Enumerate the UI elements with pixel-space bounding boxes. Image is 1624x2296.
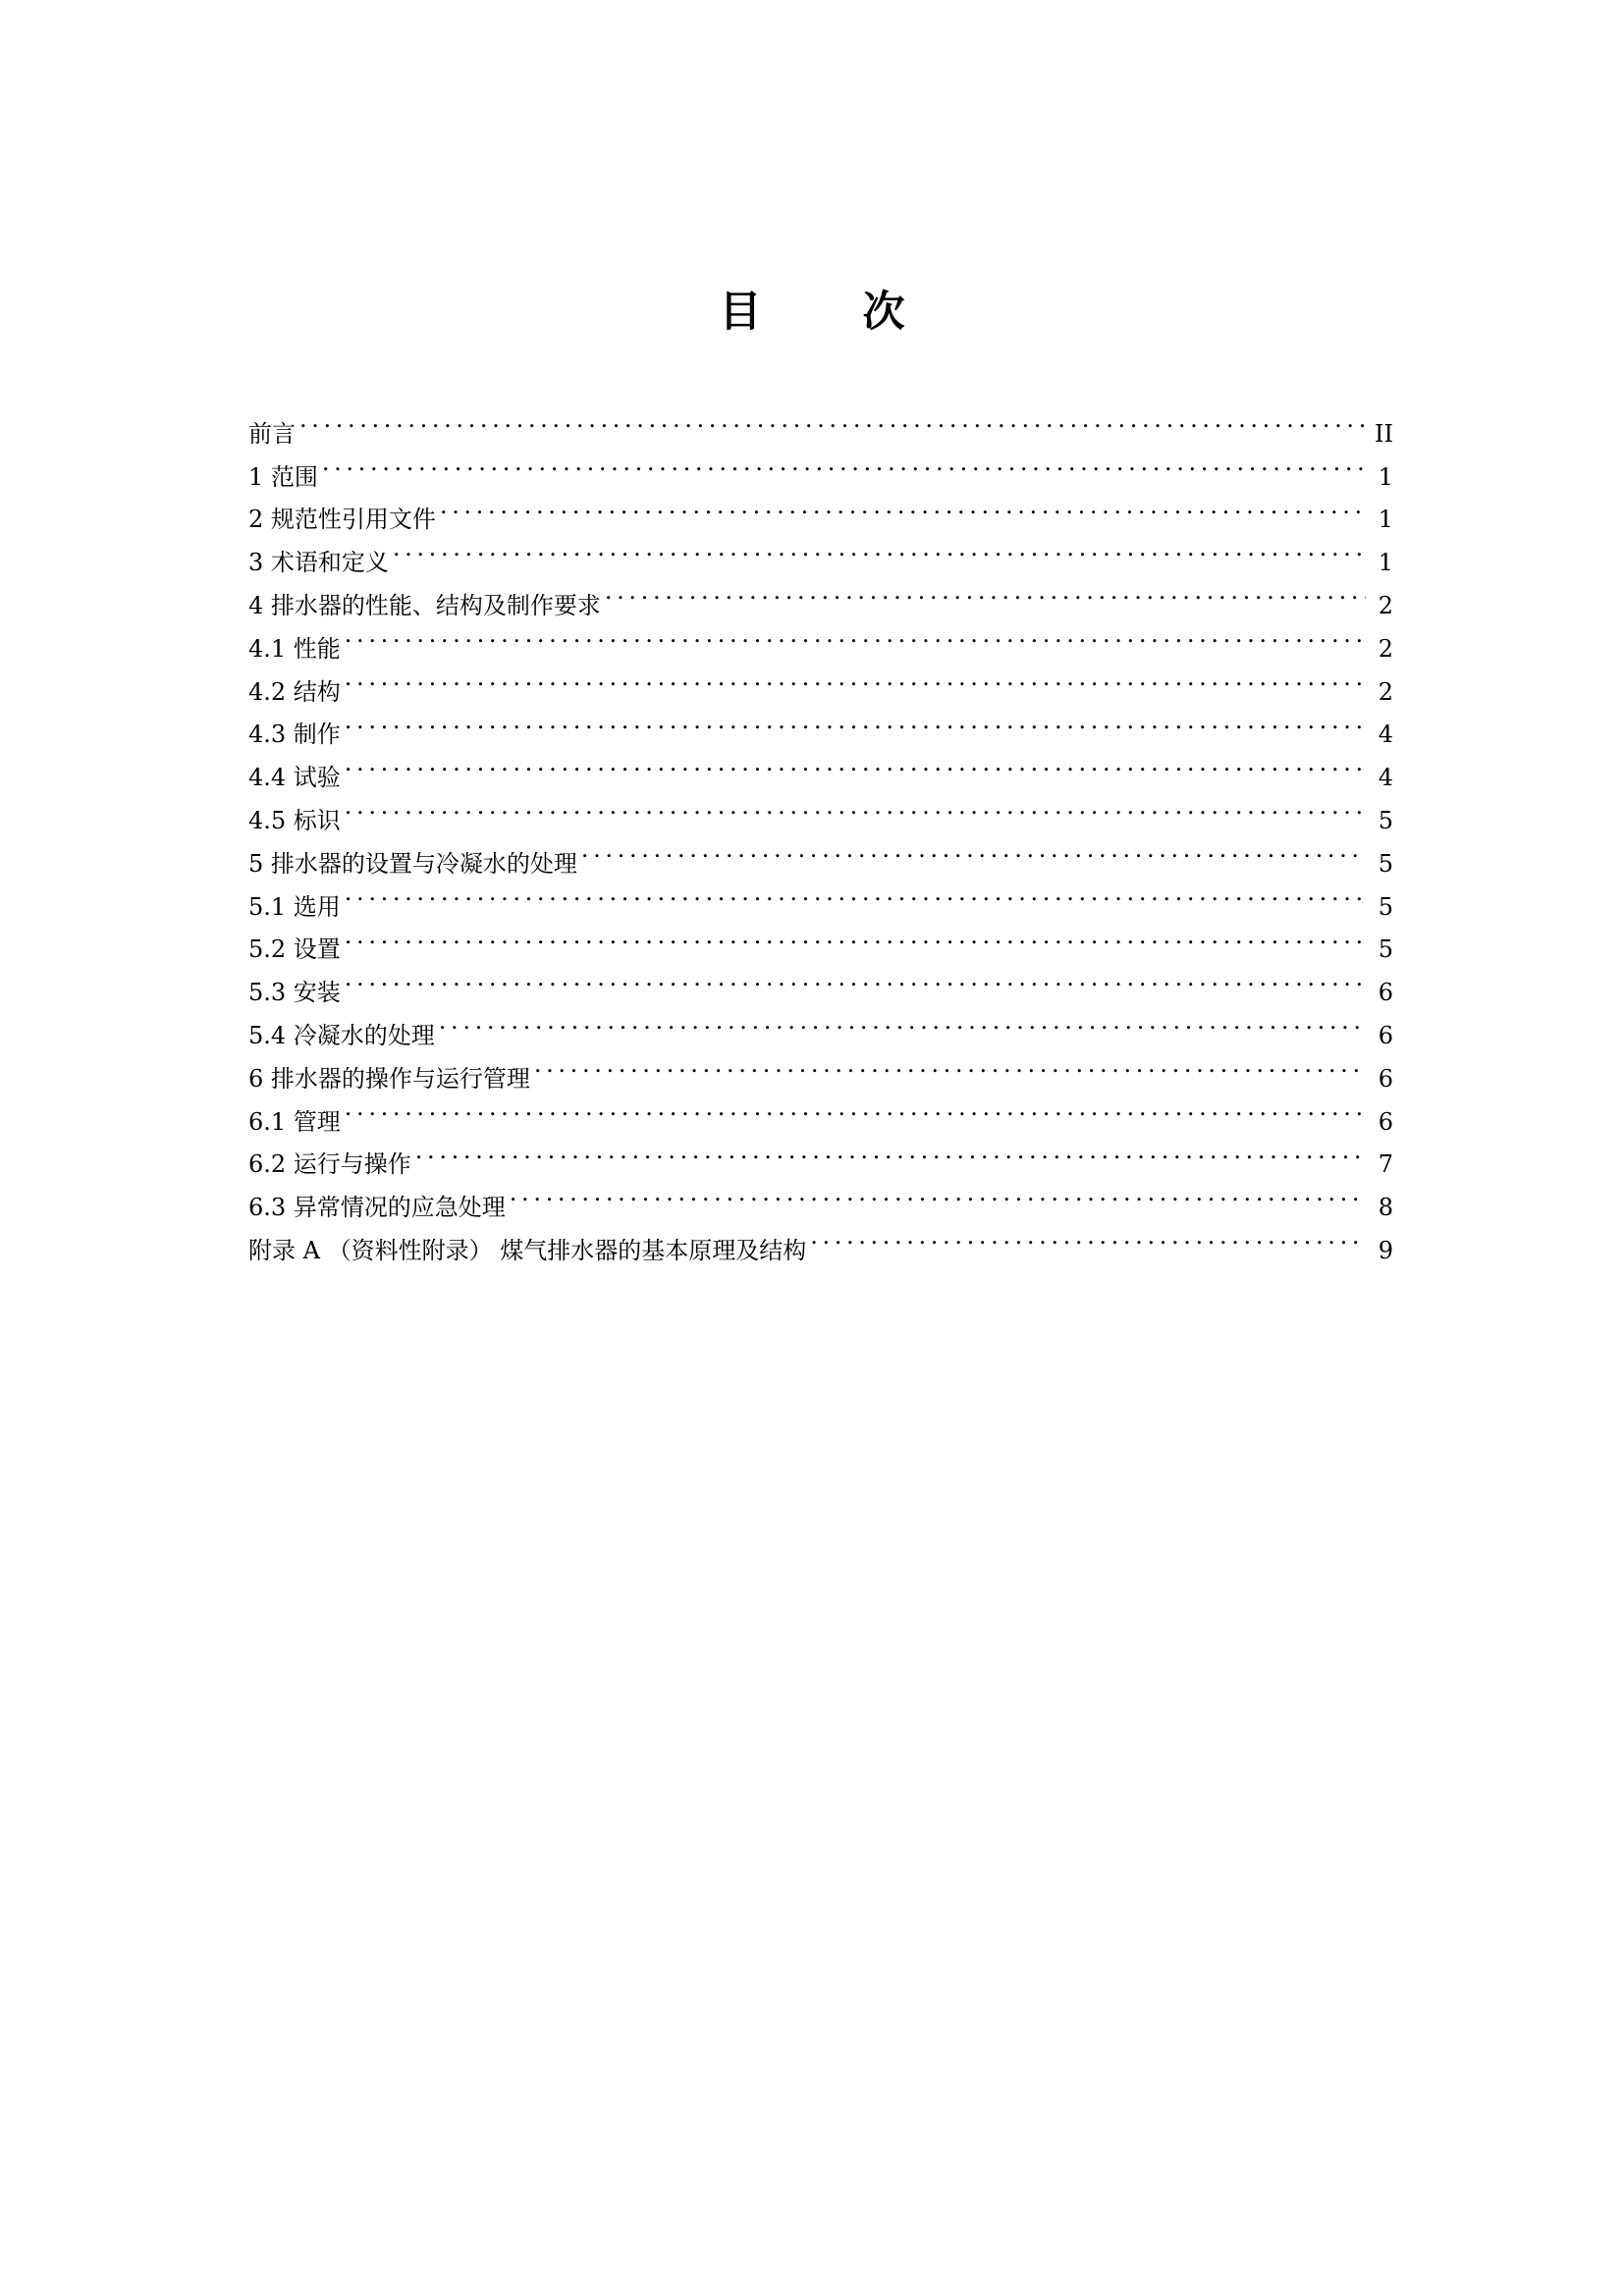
toc-dot-leader: [393, 527, 1366, 570]
toc-dot-leader: [581, 828, 1366, 872]
toc-entry-5-3[interactable]: [248, 957, 1393, 1007]
toc-page-number: 6: [1378, 1021, 1393, 1049]
toc-dot-leader: [345, 700, 1366, 743]
toc-page-number: 5: [1378, 935, 1393, 964]
toc-dot-leader: [345, 872, 1366, 915]
toc-entry-label: 4.5 标识: [248, 806, 341, 834]
toc-entry-4-3[interactable]: [248, 700, 1393, 749]
toc-entry-label: 5.4 冷凝水的处理: [248, 1021, 435, 1049]
toc-dot-leader: [322, 442, 1366, 485]
toc-dot-leader: [299, 399, 1366, 442]
toc-page-number: 7: [1378, 1150, 1393, 1179]
toc-entry-label: 4.4 试验: [248, 764, 341, 792]
toc-entry-4-2[interactable]: [248, 657, 1393, 706]
toc-dot-leader: [345, 785, 1366, 828]
toc-dot-leader: [439, 1000, 1366, 1043]
toc-entry-label: 4.2 结构: [248, 677, 341, 706]
toc-entry-label: 附录 A （资料性附录） 煤气排水器的基本原理及结构: [248, 1236, 807, 1264]
toc-entry-4-1[interactable]: [248, 614, 1393, 663]
toc-entry-label: 6.1 管理: [248, 1107, 341, 1136]
toc-dot-leader: [440, 485, 1366, 528]
toc-entry-label: 6.2 运行与操作: [248, 1150, 411, 1179]
toc-dot-leader: [345, 915, 1366, 958]
toc-page-number: 2: [1378, 677, 1393, 706]
page-title: 目 次: [719, 288, 948, 337]
toc-entry-label: 6.3 异常情况的应急处理: [248, 1194, 506, 1222]
toc-entry-4-5[interactable]: [248, 785, 1393, 834]
toc-entry-4-4[interactable]: [248, 742, 1393, 792]
toc-dot-leader: [605, 570, 1366, 614]
toc-page-number: 6: [1378, 979, 1393, 1007]
toc-page-number: 1: [1378, 506, 1393, 534]
toc-dot-leader: [345, 1087, 1366, 1130]
toc-entry-section-4[interactable]: [248, 570, 1393, 619]
toc-page-number: 4: [1378, 721, 1393, 749]
toc-entry-6-3[interactable]: [248, 1172, 1393, 1222]
toc-page-number: 5: [1378, 849, 1393, 878]
toc-page-number: 9: [1378, 1236, 1393, 1264]
toc-page-number: 5: [1378, 806, 1393, 834]
toc-entry-label: 2 规范性引用文件: [248, 506, 436, 534]
toc-page-number: II: [1375, 419, 1393, 448]
toc-page-number: 6: [1378, 1107, 1393, 1136]
toc-page-number: 4: [1378, 764, 1393, 792]
toc-entry-label: 4 排水器的性能、结构及制作要求: [248, 591, 601, 619]
toc-entry-5-1[interactable]: [248, 872, 1393, 921]
toc-entry-label: 前言: [248, 419, 296, 448]
toc-dot-leader: [534, 1043, 1366, 1087]
toc-entry-label: 5.1 选用: [248, 892, 341, 921]
toc-dot-leader: [345, 657, 1366, 700]
toc-page-number: 8: [1378, 1194, 1393, 1222]
toc-dot-leader: [415, 1130, 1366, 1173]
toc-dot-leader: [345, 742, 1366, 785]
toc-entry-label: 1 范围: [248, 462, 318, 491]
toc-entry-label: 4.1 性能: [248, 634, 341, 663]
toc-page-number: 2: [1378, 634, 1393, 663]
toc-page-number: 6: [1378, 1064, 1393, 1093]
toc-entry-5-2[interactable]: [248, 915, 1393, 964]
toc-dot-leader: [510, 1172, 1366, 1215]
toc-entry-label: 4.3 制作: [248, 721, 341, 749]
toc-entry-5-4[interactable]: [248, 1000, 1393, 1049]
toc-page-number: 1: [1378, 462, 1393, 491]
toc-entry-foreword[interactable]: [248, 399, 1393, 448]
toc-page-number: 1: [1378, 549, 1393, 577]
toc-entry-terms-definitions[interactable]: [248, 527, 1393, 577]
toc-entry-6-1[interactable]: [248, 1087, 1393, 1136]
toc-entry-scope[interactable]: [248, 442, 1393, 491]
table-of-contents: [248, 399, 1393, 1264]
toc-dot-leader: [345, 957, 1366, 1000]
toc-dot-leader: [810, 1215, 1366, 1258]
toc-entry-normative-references[interactable]: [248, 485, 1393, 534]
toc-entry-label: 6 排水器的操作与运行管理: [248, 1064, 530, 1093]
toc-entry-label: 5.2 设置: [248, 935, 341, 964]
toc-entry-label: 5.3 安装: [248, 979, 341, 1007]
toc-entry-label: 5 排水器的设置与冷凝水的处理: [248, 849, 577, 878]
toc-entry-label: 3 术语和定义: [248, 549, 389, 577]
toc-page-number: 2: [1378, 591, 1393, 619]
toc-entry-section-5[interactable]: [248, 828, 1393, 878]
toc-entry-6-2[interactable]: [248, 1130, 1393, 1179]
toc-page-number: 5: [1378, 892, 1393, 921]
toc-dot-leader: [345, 614, 1366, 657]
